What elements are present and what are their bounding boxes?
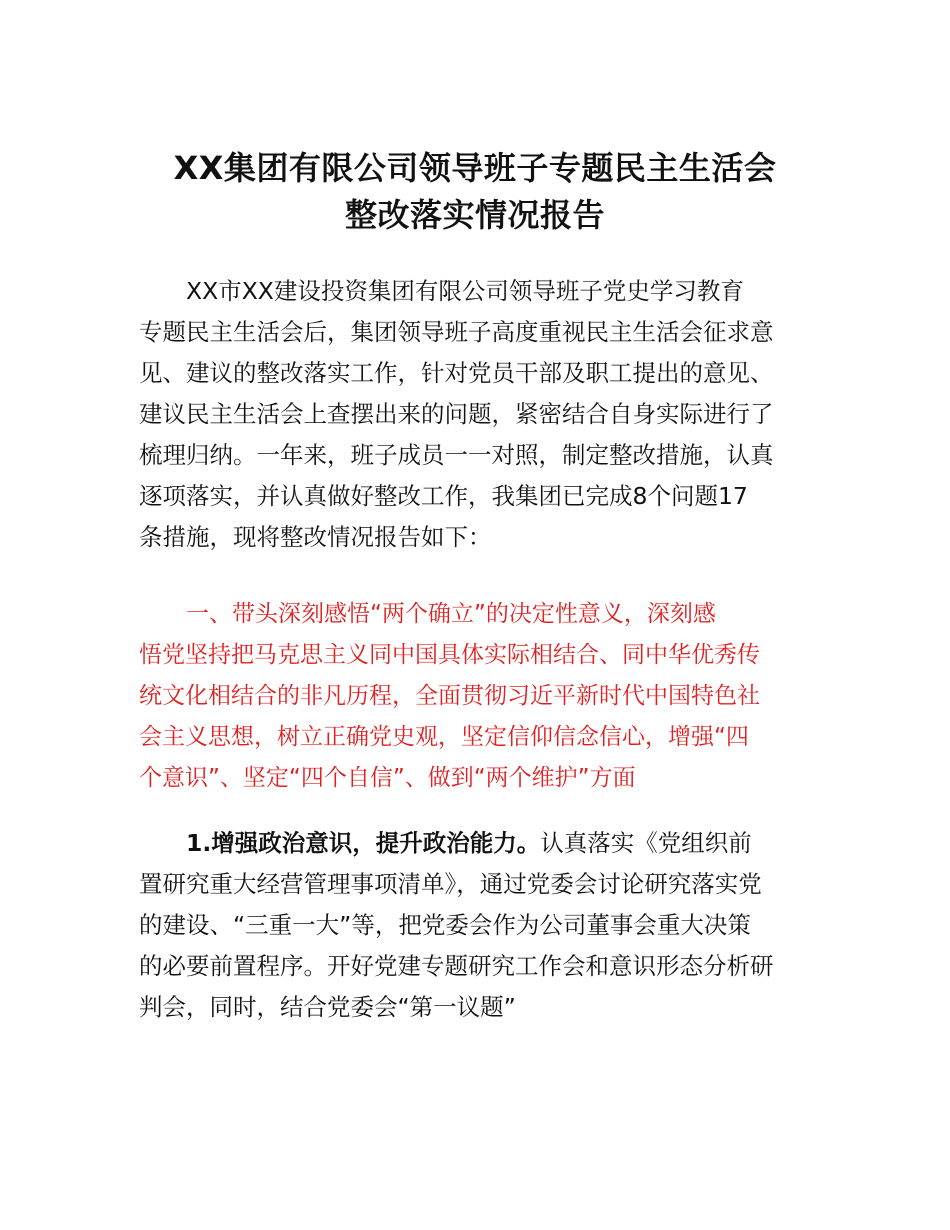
paragraph-line: XX市XX建设投资集团有限公司领导班子党史学习教育	[186, 277, 744, 305]
heading-line: 统文化相结合的非凡历程，全面贯彻习近平新时代中国特色社	[139, 683, 760, 709]
paragraph-line: 的建设、“三重一大”等，把党委会作为公司董事会重大决策	[139, 911, 751, 939]
heading-line: 一、带头深刻感悟“两个确立”的决定性意义，深刻感	[186, 601, 716, 627]
intro-paragraph	[139, 271, 817, 558]
document-title-line-1: XX集团有限公司领导班子专题民主生活会	[173, 149, 777, 187]
item-1-text: 认真落实《党组织前	[540, 829, 752, 857]
paragraph-line: 逐项落实，并认真做好整改工作，我集团已完成8个问题17	[139, 482, 748, 510]
heading-line: 个意识”、坚定“四个自信”、做到“两个维护”方面	[139, 765, 636, 791]
item-1-paragraph	[139, 823, 817, 1028]
section-1-heading	[139, 594, 817, 799]
paragraph-line: 置研究重大经营管理事项清单》，通过党委会讨论研究落实党	[139, 870, 762, 898]
item-1-lead: 1.增强政治意识，提升政治能力。	[186, 829, 541, 857]
paragraph-line: 梳理归纳。一年来，班子成员一一对照，制定整改措施，认真	[139, 441, 774, 469]
paragraph-line: 见、建议的整改落实工作，针对党员干部及职工提出的意见、	[139, 359, 774, 387]
paragraph-line: 条措施，现将整改情况报告如下：	[139, 523, 492, 551]
heading-line: 悟党坚持把马克思主义同中国具体实际相结合、同中华优秀传	[139, 642, 760, 668]
paragraph-line: 的必要前置程序。开好党建专题研究工作会和意识形态分析研	[139, 952, 774, 980]
document-title-line-2: 整改落实情况报告	[344, 196, 605, 234]
paragraph-line	[139, 823, 817, 864]
paragraph-line: 建议民主生活会上查摆出来的问题，紧密结合自身实际进行了	[139, 400, 774, 428]
paragraph-line: 专题民主生活会后，集团领导班子高度重视民主生活会征求意	[139, 318, 774, 346]
heading-line: 会主义思想，树立正确党史观，坚定信仰信念信心，增强“四	[139, 724, 749, 750]
paragraph-line: 判会，同时，结合党委会“第一议题”	[139, 993, 516, 1021]
